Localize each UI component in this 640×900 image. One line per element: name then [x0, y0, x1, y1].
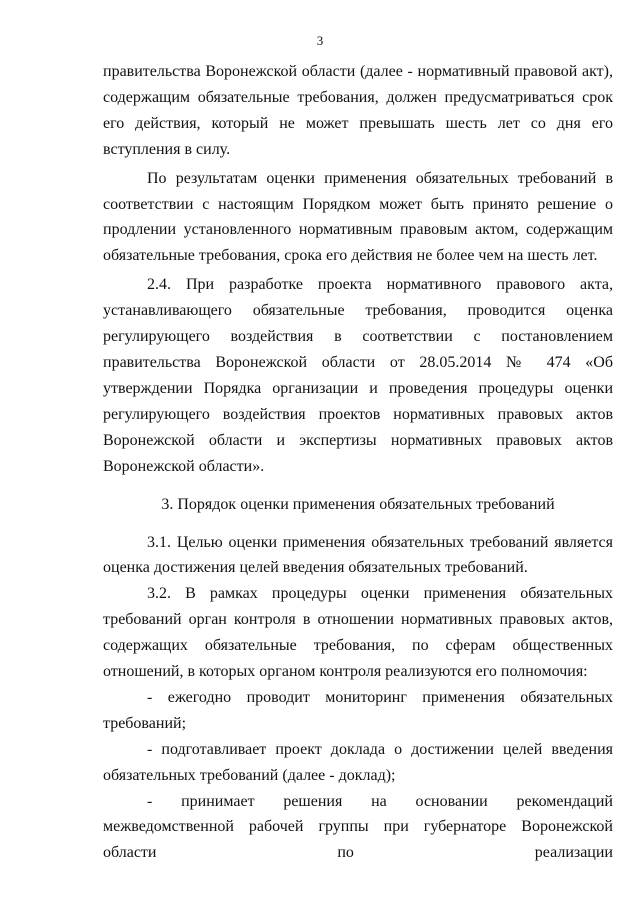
paragraph-2-4: 2.4. При разработке проекта нормативного правового акта, устанавливающего обязательные требования, проводится оценка регулирующего воздействия в соответствии с постановлением правительства Воронежской области от 28.05.2014 № 474 «Об утверждении Порядка организации и проведения процедуры оценки регулирующего воздействия проектов нормативных правовых актов Воронежской области и экспертизы нормативных правовых актов Воронежской области». — [103, 276, 613, 475]
page-number: 3 — [316, 33, 324, 48]
section-heading-3: 3. Порядок оценки применения обязательных требований — [161, 495, 555, 513]
list-item-monitoring: - ежегодно проводит мониторинг применения обязательных требований; — [103, 688, 613, 732]
paragraph-3-2: 3.2. В рамках процедуры оценки применения обязательных требований орган контроля в отношении нормативных правовых актов, содержащих обязательные требования, по сферам общественных отношений, в которых органом контроля реализуются его полномочия: — [103, 585, 613, 681]
paragraph-extension: По результатам оценки применения обязательных требований в соответствии с настоящим Порядком может быть принято решение о продлении установленного нормативным правовым актом, содержащим обязательные требования, срока его действия не более чем на шесть лет. — [103, 169, 613, 265]
document-body — [103, 59, 613, 866]
list-item-report-draft: - подготавливает проект доклада о достижении целей введения обязательных требований (далее - доклад); — [103, 740, 613, 784]
paragraph-term-clause: правительства Воронежской области (далее - нормативный правовой акт), содержащим обязательные требования, должен предусматриваться срок его действия, который не может превышать шесть лет со дня его вступления в силу. — [103, 63, 613, 158]
paragraph-3-1: 3.1. Целью оценки применения обязательных требований является оценка достижения целей введения обязательных требований. — [103, 533, 613, 577]
list-item-decisions: - принимает решения на основании рекомендаций межведомственной рабочей группы при губернаторе Воронежской области по реализации — [103, 792, 613, 862]
